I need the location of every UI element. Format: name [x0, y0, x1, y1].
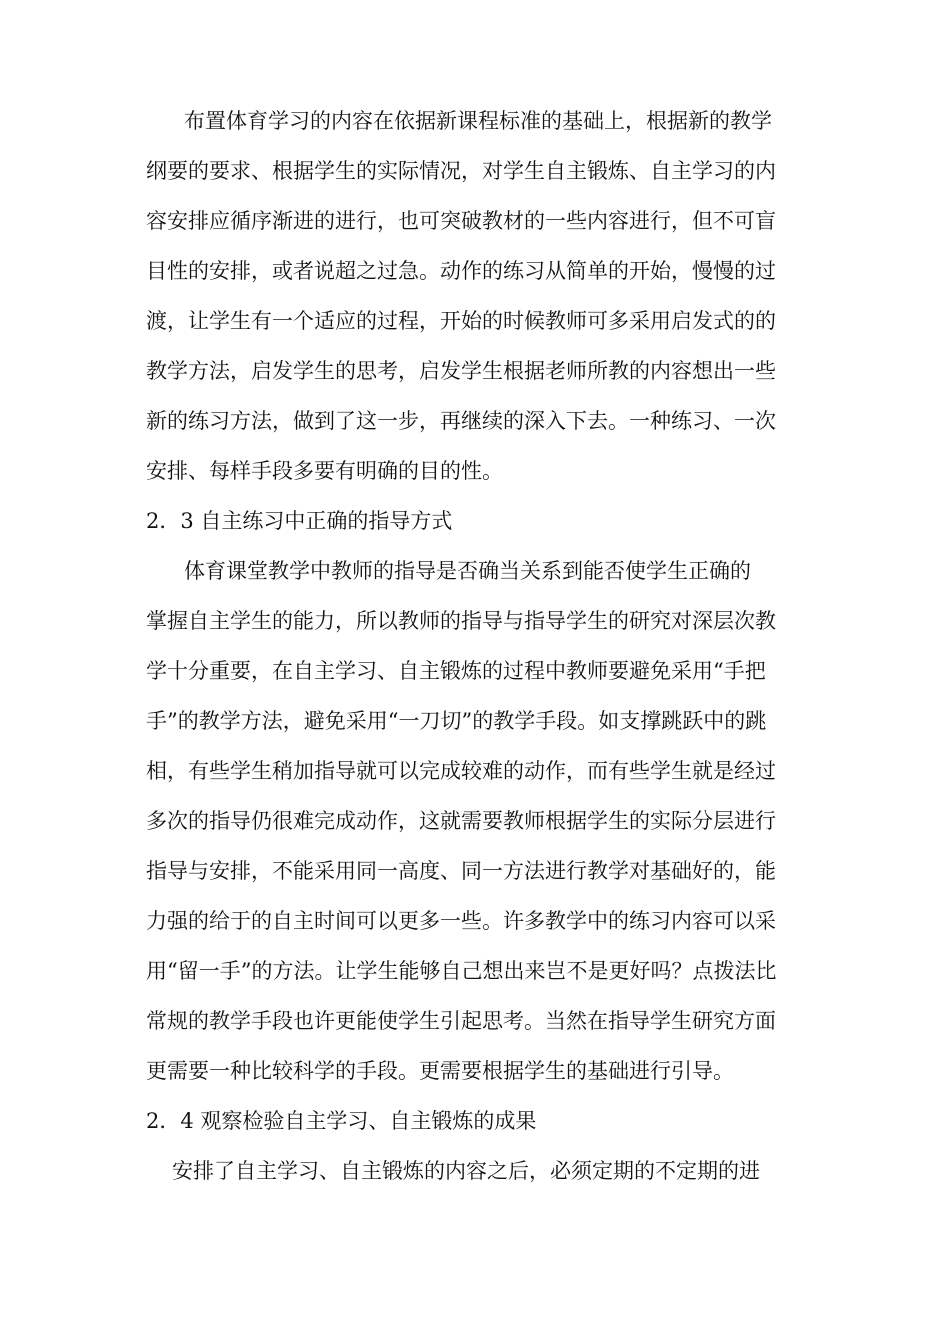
paragraph-2-line-4: 手”的教学方法，避免采用“一刀切”的教学手段。如支撑跳跃中的跳	[146, 709, 767, 733]
paragraph-1-line-1: 布置体育学习的内容在依据新课程标准的基础上，根据新的教学	[184, 109, 772, 133]
paragraph-2-line-2: 掌握自主学生的能力，所以教师的指导与指导学生的研究对深层次教	[146, 609, 776, 633]
section-heading-2-3: 2．3 自主练习中正确的指导方式	[146, 509, 453, 533]
paragraph-2-line-7: 指导与安排，不能采用同一高度、同一方法进行教学对基础好的，能	[146, 859, 776, 883]
paragraph-2-line-10: 常规的教学手段也许更能使学生引起思考。当然在指导学生研究方面	[146, 1009, 776, 1033]
paragraph-1-line-4: 目性的安排，或者说超之过急。动作的练习从简单的开始，慢慢的过	[146, 259, 776, 283]
paragraph-1-line-2: 纲要的要求、根据学生的实际情况，对学生自主锻炼、自主学习的内	[146, 159, 776, 183]
paragraph-2-line-8: 力强的给于的自主时间可以更多一些。许多教学中的练习内容可以采	[146, 909, 776, 933]
paragraph-2-line-11: 更需要一种比较科学的手段。更需要根据学生的基础进行引导。	[146, 1059, 734, 1083]
paragraph-2-line-5: 相，有些学生稍加指导就可以完成较难的动作，而有些学生就是经过	[146, 759, 776, 783]
paragraph-3-line-1: 安排了自主学习、自主锻炼的内容之后，必须定期的不定期的进	[172, 1159, 760, 1183]
paragraph-2-line-1: 体育课堂教学中教师的指导是否确当关系到能否使学生正确的	[184, 559, 751, 583]
paragraph-1-line-8: 安排、每样手段多要有明确的目的性。	[146, 459, 503, 483]
paragraph-2-line-9: 用“留一手”的方法。让学生能够自己想出来岂不是更好吗？点拨法比	[146, 959, 777, 983]
section-heading-2-4: 2．4 观察检验自主学习、自主锻炼的成果	[146, 1109, 537, 1133]
paragraph-2-line-6: 多次的指导仍很难完成动作，这就需要教师根据学生的实际分层进行	[146, 809, 776, 833]
paragraph-1-line-5: 渡，让学生有一个适应的过程，开始的时候教师可多采用启发式的的	[146, 309, 776, 333]
paragraph-1-line-7: 新的练习方法，做到了这一步，再继续的深入下去。一种练习、一次	[146, 409, 776, 433]
paragraph-2-line-3: 学十分重要，在自主学习、自主锻炼的过程中教师要避免采用“手把	[146, 659, 766, 683]
paragraph-1-line-3: 容安排应循序渐进的进行，也可突破教材的一些内容进行，但不可盲	[146, 209, 776, 233]
paragraph-1-line-6: 教学方法，启发学生的思考，启发学生根据老师所教的内容想出一些	[146, 359, 776, 383]
